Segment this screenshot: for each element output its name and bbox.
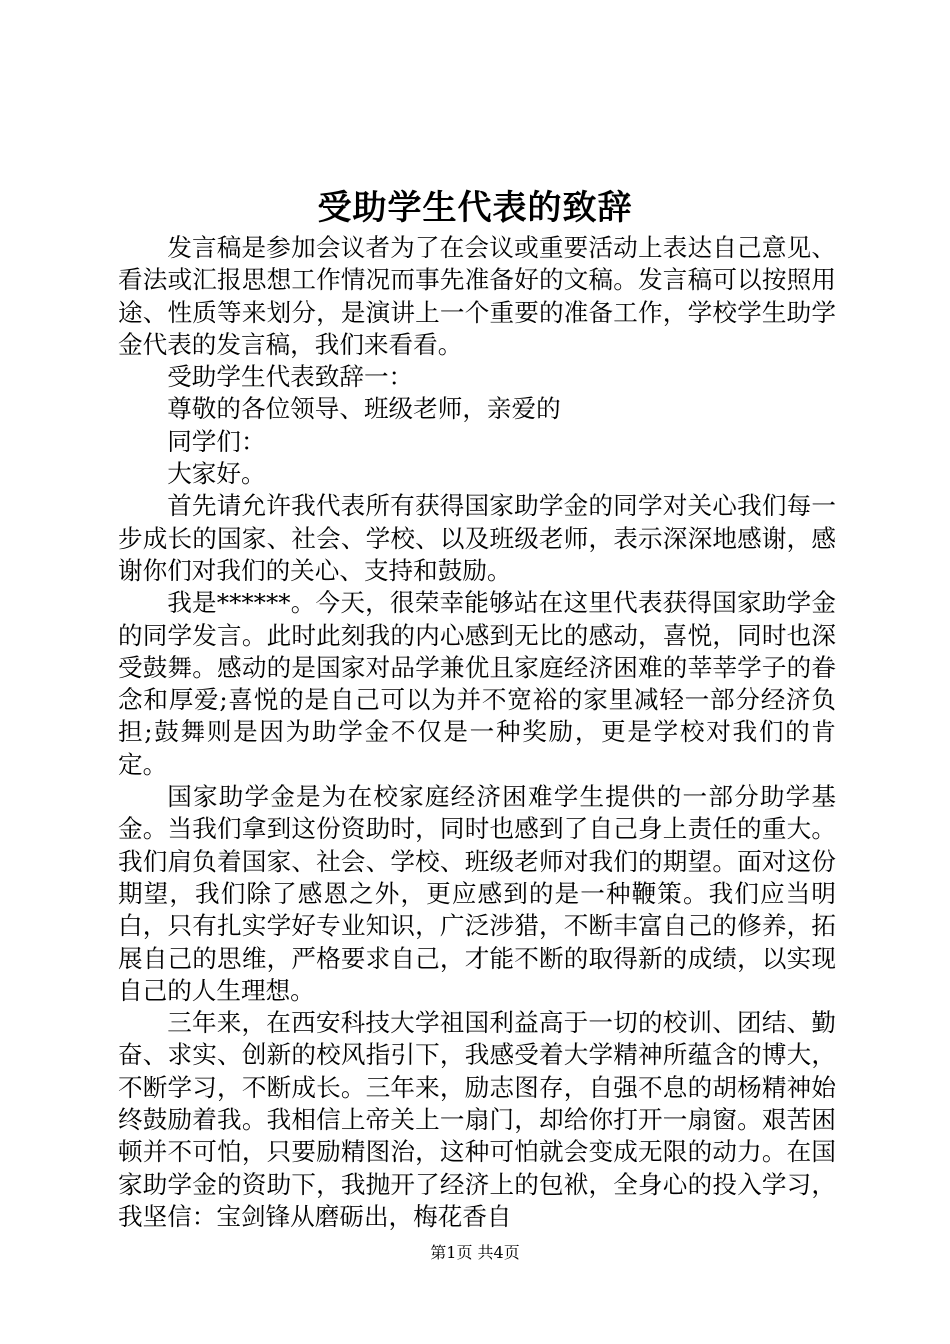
paragraph-salutation-cont: 同学们： [167,426,266,456]
document-body [118,232,836,1233]
paragraph-self-intro: 我是******。今天，很荣幸能够站在这里代表获得国家助学金的同学发言。此时此刻我的内心感到无比的感动，喜悦，同时也深受鼓舞。感动的是国家对品学兼优且家庭经济困难的莘莘学子的眷念和厚爱;喜悦的是自己可以为并不宽裕的家里减轻一部分经济负担;鼓舞则是因为助学金不仅是一种奖励，更是学校对我们的肯定。 [118,588,836,779]
paragraph-grant: 国家助学金是为在校家庭经济困难学生提供的一部分助学基金。当我们拿到这份资助时，同时也感到了自己身上责任的重大。我们肩负着国家、社会、学校、班级老师对我们的期望。面对这份期望，我们除了感恩之外，更应感到的是一种鞭策。我们应当明白，只有扎实学好专业知识，广泛涉猎，不断丰富自己的修养，拓展自己的思维，严格要求自己，才能不断的取得新的成绩，以实现自己的人生理想。 [118,782,836,1005]
paragraph-three-years: 三年来，在西安科技大学祖国利益高于一切的校训、团结、勤奋、求实、创新的校风指引下，我感受着大学精神所蕴含的博大，不断学习，不断成长。三年来，励志图存，自强不息的胡杨精神始终鼓励着我。我相信上帝关上一扇门，却给你打开一扇窗。艰苦困顿并不可怕，只要励精图治，这种可怕就会变成无限的动力。在国家助学金的资助下，我抛开了经济上的包袱，全身心的投入学习，我坚信：宝剑锋从磨砺出，梅花香自 [118,1008,836,1231]
paragraph-speech-heading: 受助学生代表致辞一： [167,362,414,392]
paragraph-salutation: 尊敬的各位领导、班级老师，亲爱的 [167,394,561,424]
paragraph-thanks: 首先请允许我代表所有获得国家助学金的同学对关心我们每一步成长的国家、社会、学校、以及班级老师，表示深深地感谢，感谢你们对我们的关心、支持和鼓励。 [118,491,836,585]
paragraph-intro: 发言稿是参加会议者为了在会议或重要活动上表达自己意见、看法或汇报思想工作情况而事先准备好的文稿。发言稿可以按照用途、性质等来划分，是演讲上一个重要的准备工作，学校学生助学金代表的发言稿，我们来看看。 [118,233,836,359]
page-footer: 第1页 共4页 [430,1243,520,1262]
paragraph-greeting: 大家好。 [167,459,266,489]
document-title: 受助学生代表的致辞 [317,188,633,228]
